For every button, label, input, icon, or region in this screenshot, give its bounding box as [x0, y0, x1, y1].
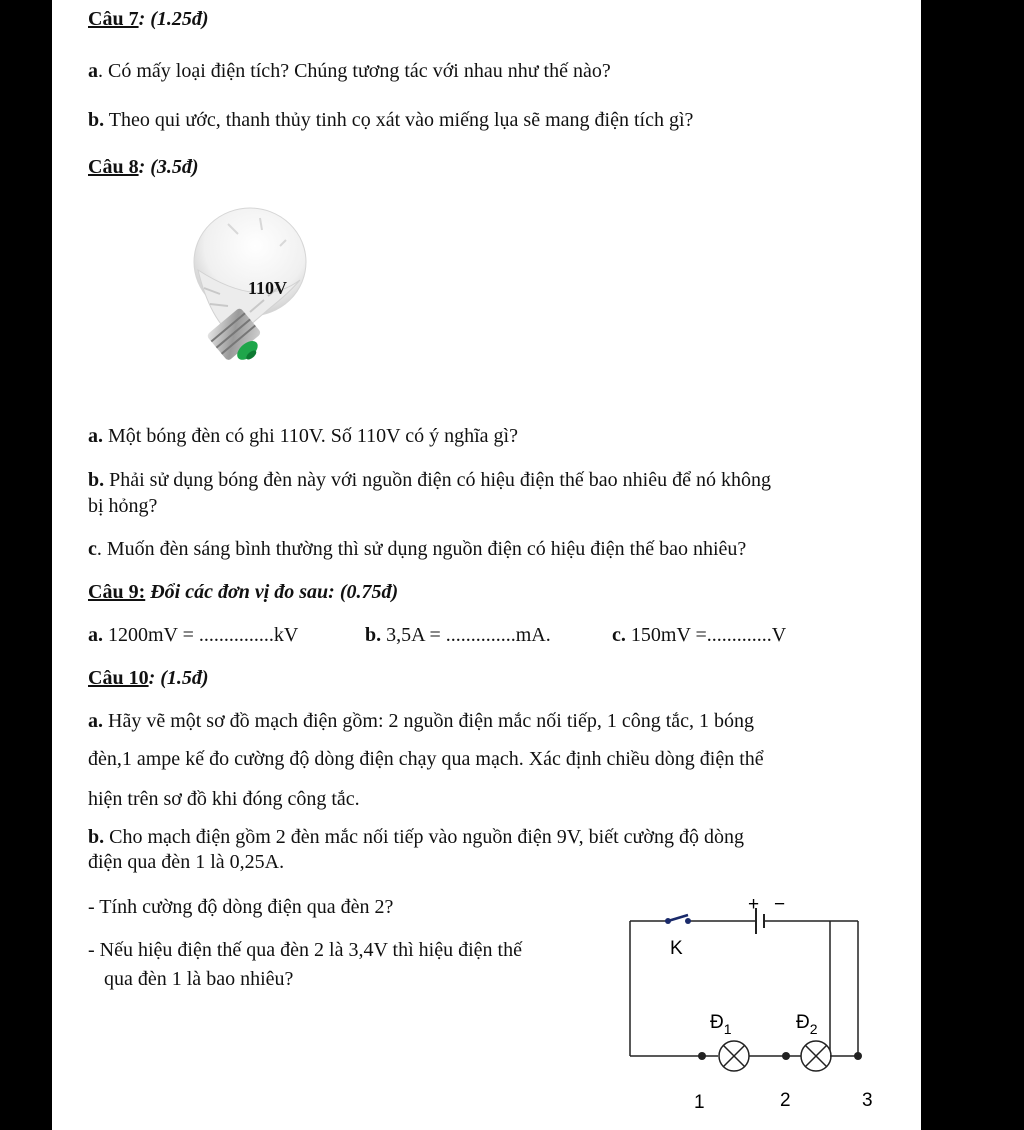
q9-b-text: 3,5A = ..............mA.: [381, 624, 551, 646]
q8-c: [88, 536, 746, 562]
q9-a: [88, 622, 298, 648]
document-page: [52, 0, 921, 1130]
battery-plus-label: +: [748, 894, 760, 915]
node-1-label: 1: [694, 1092, 705, 1113]
bulb-voltage-label: 110V: [248, 278, 288, 298]
q7-b-prefix: b.: [88, 109, 105, 131]
q7-label: Câu 7: [88, 8, 139, 30]
q8-b-line2: bị hỏng?: [88, 495, 158, 517]
q7-b: [88, 107, 693, 133]
q8-b-text-line1: Phải sử dụng bóng đèn này với nguồn điện có hiệu điện thế bao nhiêu để nó không: [104, 469, 771, 491]
q10-dash1: - Tính cường độ dòng điện qua đèn 2?: [88, 896, 394, 918]
node-2-label: 2: [780, 1090, 791, 1111]
node-3-label: 3: [862, 1090, 873, 1111]
q7-a-prefix: a: [88, 60, 98, 82]
q7-points: : (1.25đ): [138, 8, 209, 30]
battery-minus-label: −: [774, 894, 786, 915]
q10-label: Câu 10: [88, 667, 149, 689]
q10-b-line2: điện qua đèn 1 là 0,25A.: [88, 851, 285, 873]
q9-c: [612, 622, 786, 648]
q10-dash2-line1: - Nếu hiệu điện thế qua đèn 2 là 3,4V thì hiệu điện thế: [88, 939, 522, 961]
node-2-dot: [782, 1052, 790, 1060]
lamp-2-label: $Đ_2$: [796, 1012, 818, 1037]
lamp-1-label: $Đ_1$: [710, 1012, 732, 1037]
q10-a-text-line1: Hãy vẽ một sơ đồ mạch điện gồm: 2 nguồn điện mắc nối tiếp, 1 công tắc, 1 bóng: [103, 710, 755, 732]
q10-a-prefix: a.: [88, 710, 103, 732]
q8-b-prefix: b.: [88, 469, 105, 491]
q10-heading: [88, 665, 209, 691]
q7-a: [88, 58, 611, 84]
q10-a-line3: hiện trên sơ đồ khi đóng công tắc.: [88, 788, 360, 810]
q8-a-text: Một bóng đèn có ghi 110V. Số 110V có ý nghĩa gì?: [103, 425, 518, 447]
q9-b-prefix: b.: [365, 624, 382, 646]
switch-label: K: [670, 938, 683, 959]
q8-c-prefix: c: [88, 538, 97, 560]
q8-points: : (3.5đ): [138, 156, 199, 178]
q10-a-line1: [88, 708, 754, 734]
q8-c-text: . Muốn đèn sáng bình thường thì sử dụng nguồn điện có hiệu điện thế bao nhiêu?: [96, 538, 747, 560]
q10-points: : (1.5đ): [148, 667, 209, 689]
q9-label: Câu 9:: [88, 581, 146, 603]
switch-k: [668, 915, 688, 921]
q8-a-prefix: a.: [88, 425, 103, 447]
q10-b-line1: [88, 824, 744, 850]
q9-b: [365, 622, 551, 648]
q10-dash2-line2: qua đèn 1 là bao nhiêu?: [104, 968, 294, 990]
light-bulb-image: [140, 200, 320, 380]
q8-label: Câu 8: [88, 156, 139, 178]
q9-heading: [88, 579, 398, 605]
q8-heading: [88, 154, 199, 180]
q9-c-prefix: c.: [612, 624, 626, 646]
circuit-diagram: [622, 888, 892, 1118]
q10-b-text-line1: Cho mạch điện gồm 2 đèn mắc nối tiếp vào nguồn điện 9V, biết cường độ dòng: [104, 826, 744, 848]
q9-c-text: 150mV =.............V: [625, 624, 787, 646]
q7-heading: [88, 6, 209, 32]
q10-a-line2: đèn,1 ampe kế đo cường độ dòng điện chạy qua mạch. Xác định chiều dòng điện thể: [88, 748, 764, 770]
switch-node-right: [685, 918, 691, 924]
q9-a-prefix: a.: [88, 624, 103, 646]
q8-a: [88, 423, 518, 449]
q7-b-text: Theo qui ước, thanh thủy tinh cọ xát vào miếng lụa sẽ mang điện tích gì?: [104, 109, 694, 131]
q9-title: Đổi các đơn vị đo sau: (0.75đ): [145, 581, 399, 603]
node-1-dot: [698, 1052, 706, 1060]
q8-b: [88, 467, 771, 493]
switch-node-left: [665, 918, 671, 924]
q10-b-prefix: b.: [88, 826, 105, 848]
q9-a-text: 1200mV = ...............kV: [103, 624, 299, 646]
q7-a-text: . Có mấy loại điện tích? Chúng tương tác với nhau như thế nào?: [98, 60, 611, 82]
